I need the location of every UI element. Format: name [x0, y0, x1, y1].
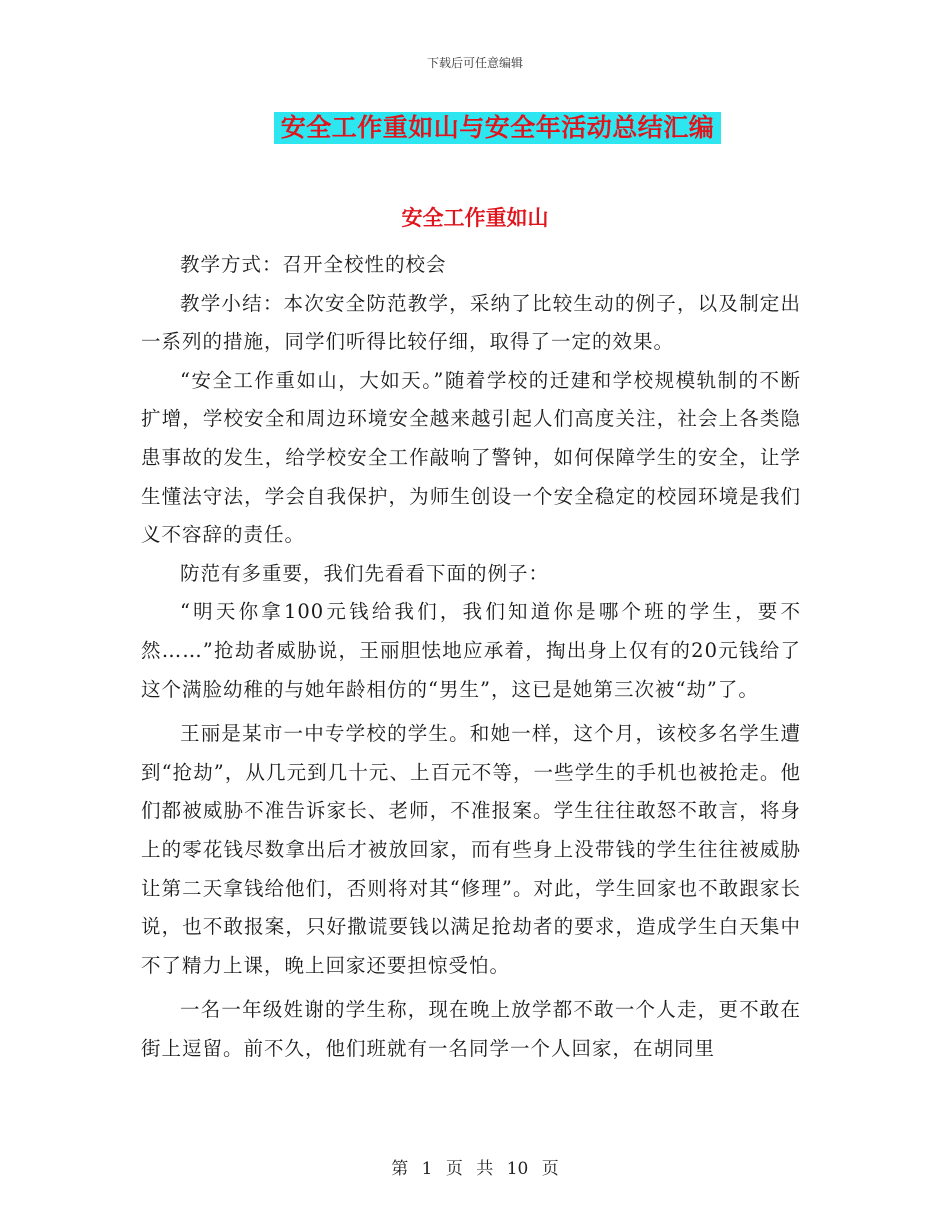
- paragraph-example-quote: “明天你拿100元钱给我们，我们知道你是哪个班的学生，要不然……”抢劫者威胁说，王丽胆怯地应承着，掏出身上仅有的20元钱给了这个满脸幼稚的与她年龄相仿的“男生”，这已是她第三次被“劫”了。: [141, 600, 801, 701]
- document-title: 安全工作重如山与安全年活动总结汇编: [274, 112, 721, 144]
- paragraph-safety-intro: “安全工作重如山，大如天。”随着学校的迁建和学校规模轨制的不断扩增，学校安全和周边环境安全越来越引起人们高度关注，社会上各类隐患事故的发生，给学校安全工作敲响了警钟，如何保障学生的安全，让学生懂法守法，学会自我保护，为师生创设一个安全稳定的校园环境是我们义不容辞的责任。: [141, 368, 801, 547]
- paragraph-xie-student: 一名一年级姓谢的学生称，现在晚上放学都不敢一个人走，更不敢在街上逗留。前不久，他们班就有一名同学一个人回家，在胡同里: [141, 998, 801, 1060]
- page-footer: [0, 1154, 950, 1179]
- paragraph-teaching-summary: 教学小结：本次安全防范教学，采纳了比较生动的例子，以及制定出一系列的措施，同学们听得比较仔细，取得了一定的效果。: [141, 291, 801, 354]
- footer-total-prefix: 共: [476, 1159, 494, 1179]
- footer-page-number: 1: [421, 1159, 433, 1179]
- footer-total-unit: 页: [541, 1159, 559, 1179]
- body-text: [141, 246, 801, 1068]
- paragraph-wangli: 王丽是某市一中专学校的学生。和她一样，这个月，该校多名学生遭到“抢劫”，从几元到几十元、上百元不等，一些学生的手机也被抢走。他们都被威胁不准告诉家长、老师，不准报案。学生往往敢怒不敢言，将身上的零花钱尽数拿出后才被放回家，而有些身上没带钱的学生往往被威胁让第二天拿钱给他们，否则将对其“修理”。对此，学生回家也不敢跟家长说，也不敢报案，只好撒谎要钱以满足抢劫者的要求，造成学生白天集中不了精力上课，晚上回家还要担惊受怕。: [141, 722, 801, 977]
- header-note: 下载后可任意编辑: [426, 56, 523, 70]
- footer-total-pages: 10: [506, 1159, 529, 1179]
- paragraph-prevention: 防范有多重要，我们先看看下面的例子：: [180, 561, 550, 585]
- footer-prefix: 第: [391, 1159, 409, 1179]
- footer-page-unit: 页: [445, 1159, 463, 1179]
- paragraph-teaching-method: 教学方式：召开全校性的校会: [180, 253, 447, 276]
- section-title: 安全工作重如山: [401, 205, 549, 230]
